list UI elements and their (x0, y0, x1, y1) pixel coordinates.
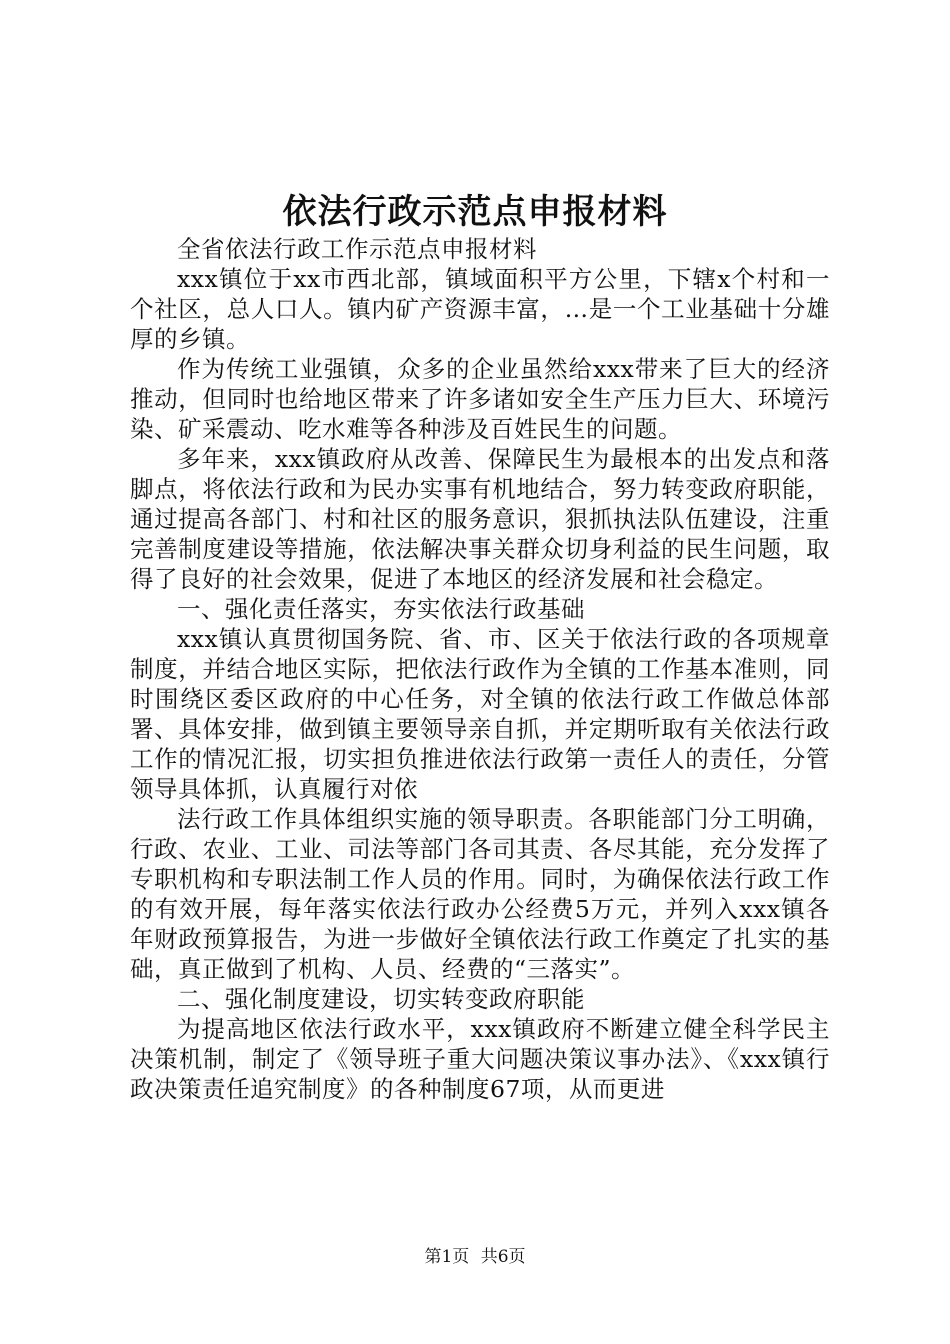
section-heading-2: 二、强化制度建设，切实转变政府职能 (177, 985, 585, 1013)
paragraph-subtitle: 全省依法行政工作示范点申报材料 (177, 235, 537, 263)
section-heading-1: 一、强化责任落实，夯实依法行政基础 (177, 595, 585, 623)
paragraph-implementation: 法行政工作具体组织实施的领导职责。各职能部门分工明确，行政、农业、工业、司法等部门各司其责、各尽其能，充分发挥了专职机构和专职法制工作人员的作用。同时，为确保依法行政工作的有效开展，每年落实依法行政办公经费5万元，并列入xxx镇各年财政预算报告，为进一步做好全镇依法行政工作奠定了扎实的基础，真正做到了机构、人员、经费的“三落实”。 (130, 805, 830, 983)
paragraph-town-overview: xxx镇位于xx市西北部，镇域面积平方公里，下辖x个村和一个社区，总人口人。镇内矿产资源丰富，…是一个工业基础十分雄厚的乡镇。 (130, 265, 830, 353)
page-footer (0, 1242, 950, 1267)
paragraph-government-efforts: 多年来，xxx镇政府从改善、保障民生为最根本的出发点和落脚点，将依法行政和为民办实事有机地结合，努力转变政府职能，通过提高各部门、村和社区的服务意识，狠抓执法队伍建设，注重完善制度建设等措施，依法解决事关群众切身利益的民生问题，取得了良好的社会效果，促进了本地区的经济发展和社会稳定。 (130, 445, 830, 593)
document-title: 依法行政示范点申报材料 (282, 192, 668, 232)
page-total: 共6页 (480, 1247, 526, 1267)
paragraph-decision-system: 为提高地区依法行政水平，xxx镇政府不断建立健全科学民主决策机制，制定了《领导班子重大问题决策议事办法》、《xxx镇行政决策责任追究制度》的各种制度67项，从而更进 (130, 1015, 830, 1103)
paragraph-industry-issues: 作为传统工业强镇，众多的企业虽然给xxx带来了巨大的经济推动，但同时也给地区带来了许多诸如安全生产压力巨大、环境污染、矿采震动、吃水难等各种涉及百姓民生的问题。 (130, 355, 830, 443)
page-number: 第1页 (424, 1247, 470, 1267)
document-body (130, 234, 830, 1104)
paragraph-responsibility: xxx镇认真贯彻国务院、省、市、区关于依法行政的各项规章制度，并结合地区实际，把依法行政作为全镇的工作基本准则，同时围绕区委区政府的中心任务，对全镇的依法行政工作做总体部署、具体安排，做到镇主要领导亲自抓，并定期听取有关依法行政工作的情况汇报，切实担负推进依法行政第一责任人的责任，分管领导具体抓，认真履行对依 (130, 625, 830, 803)
